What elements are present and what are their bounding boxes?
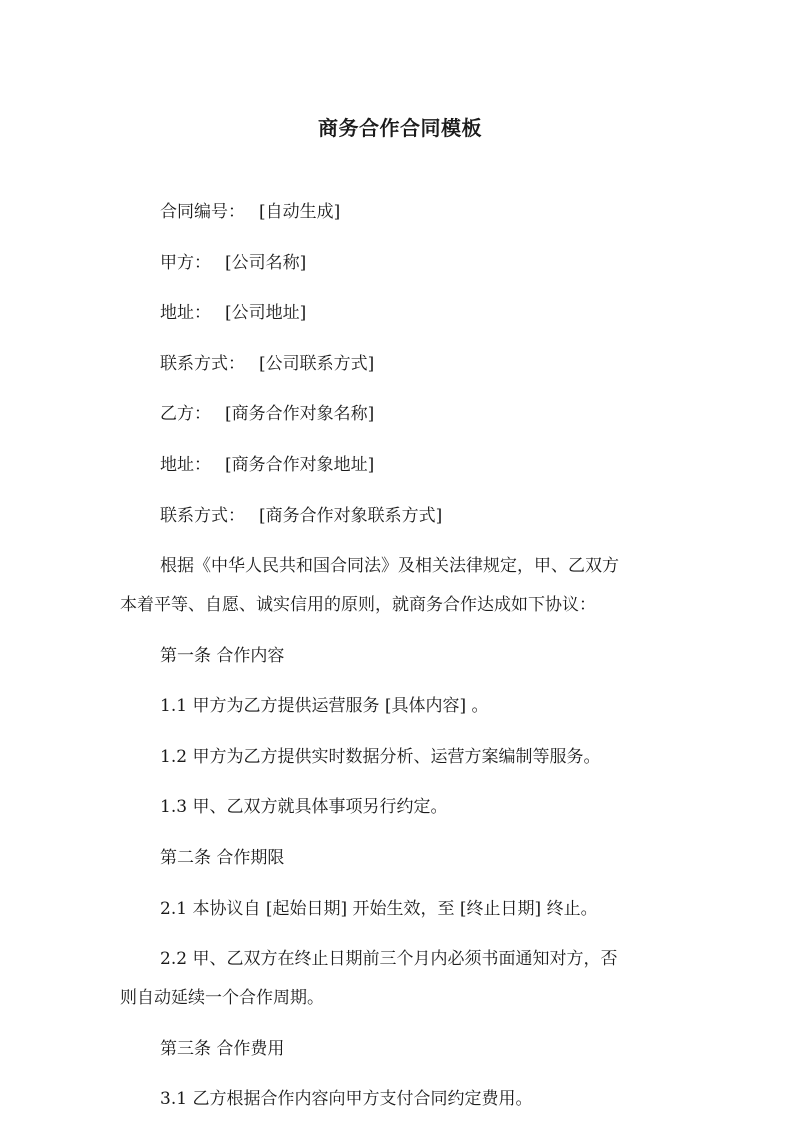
article-3-heading: 第三条 合作费用 [160, 1039, 285, 1059]
clause-1-3: 1.3 甲、乙双方就具体事项另行约定。 [160, 797, 448, 817]
clause-2-2-line-1: 2.2 甲、乙双方在终止日期前三个月内必须书面通知对方，否 [160, 949, 618, 969]
clause-1-2: 1.2 甲方为乙方提供实时数据分析、运营方案编制等服务。 [160, 747, 601, 767]
field-value: [商务合作对象地址] [225, 455, 375, 475]
contract-number-line [160, 197, 340, 227]
field-label: 联系方式： [160, 354, 245, 374]
field-value: [公司名称] [225, 253, 307, 273]
field-value: [公司联系方式] [259, 354, 375, 374]
clause-3-1: 3.1 乙方根据合作内容向甲方支付合同约定费用。 [160, 1089, 533, 1109]
clause-2-1: 2.1 本协议自 [起始日期] 开始生效，至 [终止日期] 终止。 [160, 899, 598, 919]
clause-2-2-line-2: 则自动延续一个合作周期。 [120, 988, 324, 1008]
party-b-address-line [160, 450, 374, 480]
field-value: [公司地址] [225, 303, 307, 323]
party-a-address-line [160, 298, 306, 328]
preamble-line-1: 根据《中华人民共和国合同法》及相关法律规定，甲、乙双方 [160, 556, 619, 576]
clause-1-1: 1.1 甲方为乙方提供运营服务 [具体内容] 。 [160, 696, 489, 716]
party-a-contact-line [160, 349, 374, 379]
party-b-contact-line [160, 501, 442, 531]
field-label: 乙方： [160, 404, 211, 424]
field-label: 联系方式： [160, 506, 245, 526]
document-title: 商务合作合同模板 [318, 116, 482, 140]
party-a-name-line [160, 248, 306, 278]
field-label: 甲方： [160, 253, 211, 273]
field-value: [自动生成] [259, 202, 341, 222]
party-b-name-line [160, 399, 374, 429]
field-label: 地址： [160, 303, 211, 323]
preamble-line-2: 本着平等、自愿、诚实信用的原则，就商务合作达成如下协议： [120, 595, 596, 615]
field-label: 地址： [160, 455, 211, 475]
article-2-heading: 第二条 合作期限 [160, 848, 285, 868]
field-value: [商务合作对象名称] [225, 404, 375, 424]
field-value: [商务合作对象联系方式] [259, 506, 443, 526]
field-label: 合同编号： [160, 202, 245, 222]
article-1-heading: 第一条 合作内容 [160, 646, 285, 666]
